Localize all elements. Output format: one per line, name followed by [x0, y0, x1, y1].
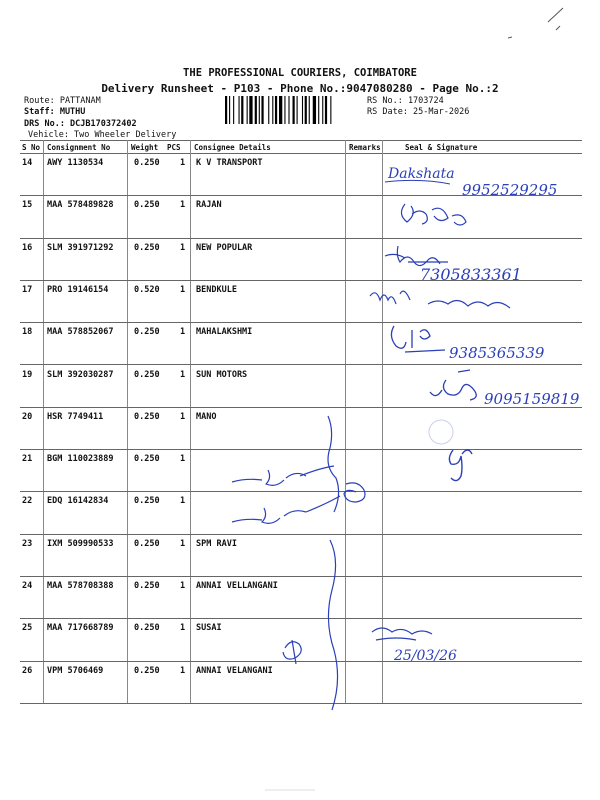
row-consignee: RAJAN	[196, 200, 222, 211]
row-pcs: 1	[180, 284, 186, 295]
col-header-consignee: Consignee Details	[194, 143, 271, 152]
row-consignee: MANO	[196, 411, 217, 422]
row-weight: 0.250	[134, 496, 160, 507]
row-weight: 0.250	[134, 242, 160, 253]
table-row	[0, 492, 600, 534]
row-weight: 0.250	[134, 538, 160, 549]
row-sno: 17	[22, 284, 33, 295]
row-consignment-no: HSR 7749411	[47, 411, 104, 422]
row-consignee: SUN MOTORS	[196, 369, 248, 380]
signature-row19-phone: 9095159819	[484, 390, 580, 408]
runsheet-title: Delivery Runsheet - P103 - Phone No.:9047080280 - Page No.:2	[101, 82, 499, 95]
row-sno: 25	[22, 623, 33, 634]
row-pcs: 1	[180, 623, 186, 634]
table-row	[0, 577, 600, 619]
rs-number: RS No.: 1703724	[367, 96, 444, 106]
row-weight: 0.250	[134, 623, 160, 634]
row-consignee: NEW POPULAR	[196, 242, 253, 253]
row-pcs: 1	[180, 496, 186, 507]
row-consignment-no: EDQ 16142834	[47, 496, 109, 507]
row-consignee: SPM RAVI	[196, 538, 237, 549]
row-consignment-no: MAA 717668789	[47, 623, 114, 634]
table-row	[0, 450, 600, 492]
staff-label: Staff: MUTHU	[24, 107, 86, 117]
col-header-pcs: PCS	[167, 143, 181, 152]
row-consignment-no: MAA 578708388	[47, 581, 114, 591]
row-sno: 22	[22, 496, 33, 507]
row-sno: 16	[22, 242, 33, 253]
row-sno: 20	[22, 411, 33, 422]
table-top-rule	[20, 140, 582, 141]
row-weight: 0.250	[134, 327, 160, 338]
row-consignment-no: BGM 110023889	[47, 454, 114, 465]
vehicle-label: Vehicle: Two Wheeler Delivery	[28, 130, 177, 140]
signature-row14-name: Dakshata	[388, 166, 455, 182]
col-header-sno: S No	[22, 143, 41, 152]
row-consignment-no: SLM 392030287	[47, 369, 114, 380]
col-header-weight: Weight	[131, 143, 159, 152]
row-sno: 19	[22, 369, 33, 380]
row-pcs: 1	[180, 158, 186, 168]
row-sno: 14	[22, 158, 33, 168]
col-header-consignment: Consignment No	[47, 143, 111, 152]
row-consignee: ANNAI VELANGANI	[196, 665, 273, 676]
row-weight: 0.250	[134, 369, 160, 380]
row-weight: 0.250	[134, 411, 160, 422]
table-row	[0, 662, 600, 704]
row-weight: 0.250	[134, 665, 160, 676]
row-pcs: 1	[180, 369, 186, 380]
table-row	[0, 535, 600, 577]
row-consignment-no: MAA 578852067	[47, 327, 114, 338]
row-pcs: 1	[180, 411, 186, 422]
row-pcs: 1	[180, 454, 186, 465]
barcode-image	[225, 96, 360, 124]
row-pcs: 1	[180, 581, 186, 591]
row-sno: 21	[22, 454, 33, 465]
rs-date: RS Date: 25-Mar-2026	[367, 107, 470, 117]
row-consignee: SUSAI	[196, 623, 222, 634]
row-consignee: BENDKULE	[196, 284, 237, 295]
table-row	[0, 196, 600, 238]
row-divider	[20, 703, 582, 704]
row-consignment-no: IXM 509990533	[47, 538, 114, 549]
signature-row14-phone: 9952529295	[462, 181, 558, 199]
route-label: Route: PATTANAM	[24, 96, 101, 106]
col-header-remarks: Remarks	[349, 143, 381, 152]
row-weight: 0.250	[134, 581, 160, 591]
table-row	[0, 408, 600, 450]
company-title: THE PROFESSIONAL COURIERS, COIMBATORE	[183, 67, 417, 79]
row-weight: 0.250	[134, 454, 160, 465]
table-row	[0, 154, 600, 196]
row-weight: 0.250	[134, 158, 160, 168]
row-pcs: 1	[180, 242, 186, 253]
table-row	[0, 281, 600, 323]
row-pcs: 1	[180, 200, 186, 211]
table-row	[0, 366, 600, 408]
row-weight: 0.520	[134, 284, 160, 295]
row-consignee: K V TRANSPORT	[196, 158, 263, 168]
row-pcs: 1	[180, 665, 186, 676]
drs-number: DRS No.: DCJB170372402	[24, 119, 137, 129]
signature-row18-phone: 9385365339	[449, 344, 545, 362]
row-consignment-no: MAA 578489828	[47, 200, 114, 211]
row-pcs: 1	[180, 538, 186, 549]
col-header-seal: Seal & Signature	[405, 143, 478, 152]
table-row	[0, 239, 600, 281]
row-sno: 23	[22, 538, 33, 549]
table-row	[0, 619, 600, 661]
row-sno: 15	[22, 200, 33, 211]
table-row	[0, 323, 600, 365]
row-consignee: MAHALAKSHMI	[196, 327, 253, 338]
signature-row25-date: 25/03/26	[394, 648, 457, 664]
signature-row16-phone: 7305833361	[420, 265, 522, 284]
row-sno: 26	[22, 665, 33, 676]
row-consignment-no: VPM 5706469	[47, 665, 104, 676]
row-sno: 24	[22, 581, 33, 591]
row-consignment-no: SLM 391971292	[47, 242, 114, 253]
row-pcs: 1	[180, 327, 186, 338]
row-consignee: ANNAI VELLANGANI	[196, 581, 278, 591]
row-consignment-no: AWY 1130534	[47, 158, 104, 168]
row-weight: 0.250	[134, 200, 160, 211]
row-sno: 18	[22, 327, 33, 338]
row-consignment-no: PRO 19146154	[47, 284, 109, 295]
